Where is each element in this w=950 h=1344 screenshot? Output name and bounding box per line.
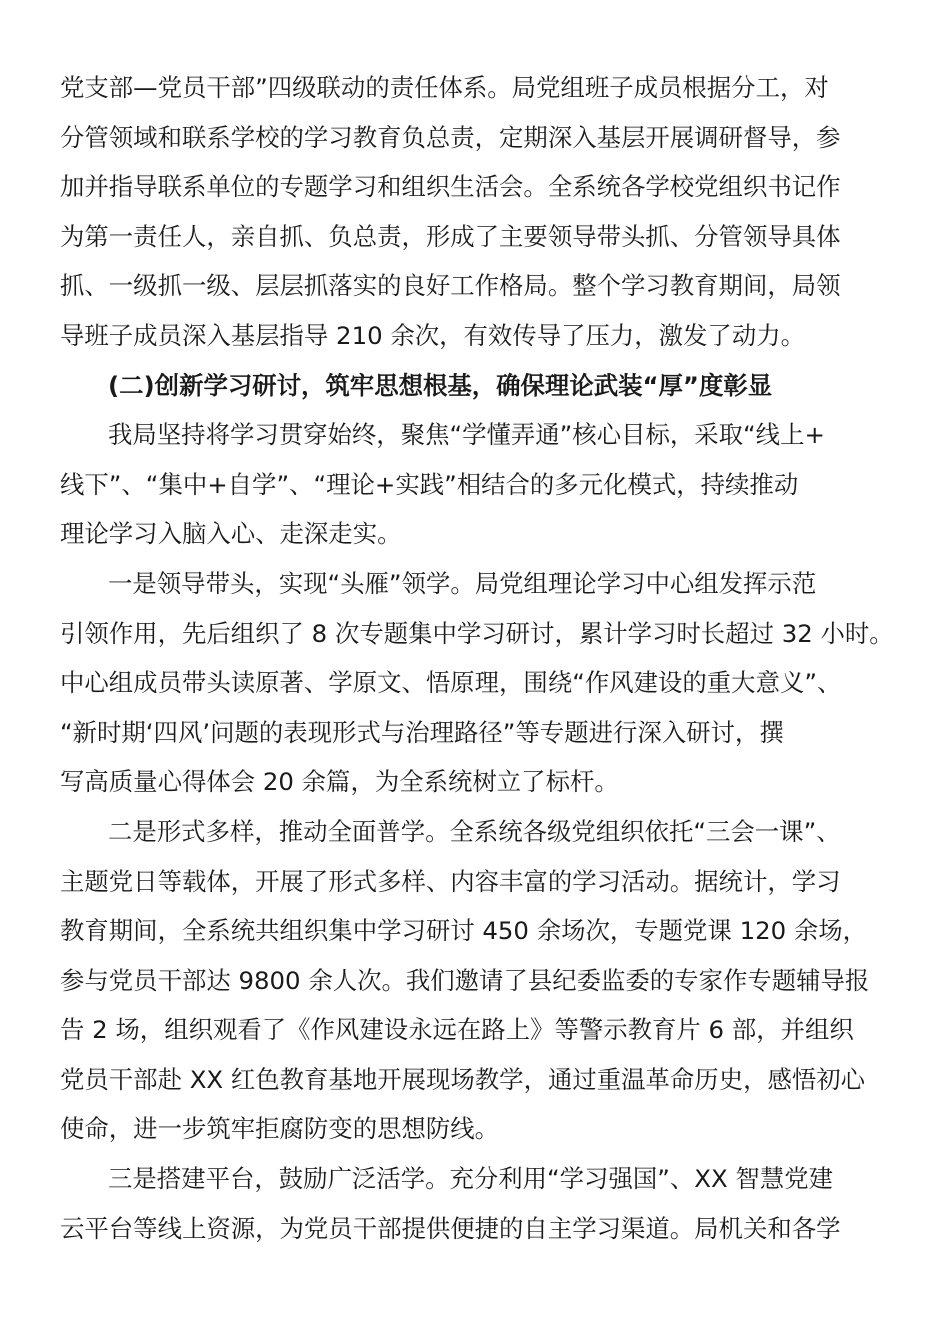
text-line: 线下”、“集中+自学”、“理论+实践”相结合的多元化模式，持续推动	[60, 469, 799, 499]
text-line: 告 2 场，组织观看了《作风建设永远在路上》等警示教育片 6 部，并组织	[60, 1015, 854, 1045]
section-heading: (二)创新学习研讨，筑牢思想根基，确保理论武装“厚”度彰显	[108, 370, 773, 400]
text-line: 我局坚持将学习贯穿始终，聚焦“学懂弄通”核心目标，采取“线上+	[108, 420, 825, 450]
text-line: 二是形式多样，推动全面普学。全系统各级党组织依托“三会一课”、	[108, 816, 841, 846]
text-line: 云平台等线上资源，为党员干部提供便捷的自主学习渠道。局机关和各学	[60, 1213, 841, 1243]
text-line: 使命，进一步筑牢拒腐防变的思想防线。	[60, 1114, 500, 1144]
document-page	[60, 63, 894, 1253]
text-line: 引领作用，先后组织了 8 次专题集中学习研讨，累计学习时长超过 32 小时。	[60, 618, 894, 648]
text-line: 为第一责任人，亲自抓、负总责，形成了主要领导带头抓、分管领导具体	[60, 221, 841, 251]
text-line: 中心组成员带头读原著、学原文、悟原理，围绕“作风建设的重大意义”、	[60, 668, 842, 698]
text-line: 参与党员干部达 9800 余人次。我们邀请了县纪委监委的专家作专题辅导报	[60, 965, 870, 995]
text-line: 抓、一级抓一级、层层抓落实的良好工作格局。整个学习教育期间，局领	[60, 271, 841, 301]
text-line: 党员干部赴 XX 红色教育基地开展现场教学，通过重温革命历史，感悟初心	[60, 1064, 866, 1094]
text-line: 教育期间，全系统共组织集中学习研讨 450 余场次，专题党课 120 余场，	[60, 916, 868, 946]
text-line: 理论学习入脑入心、走深走实。	[60, 519, 402, 549]
text-line: 三是搭建平台，鼓励广泛活学。充分利用“学习强国”、XX 智慧党建	[108, 1164, 833, 1194]
text-line: 分管领域和联系学校的学习教育负总责，定期深入基层开展调研督导，参	[60, 122, 841, 152]
text-line: “新时期‘四风’问题的表现形式与治理路径”等专题进行深入研讨，撰	[60, 717, 784, 747]
text-line: 加并指导联系单位的专题学习和组织生活会。全系统各学校党组织书记作	[60, 172, 841, 202]
text-line: 写高质量心得体会 20 余篇，为全系统树立了标杆。	[60, 767, 619, 797]
text-line: 党支部—党员干部”四级联动的责任体系。局党组班子成员根据分工，对	[60, 73, 829, 102]
text-line: 主题党日等载体，开展了形式多样、内容丰富的学习活动。据统计，学习	[60, 866, 841, 896]
text-line: 一是领导带头，实现“头雁”领学。局党组理论学习中心组发挥示范	[108, 568, 817, 598]
text-line: 导班子成员深入基层指导 210 余次，有效传导了压力，激发了动力。	[60, 320, 805, 350]
